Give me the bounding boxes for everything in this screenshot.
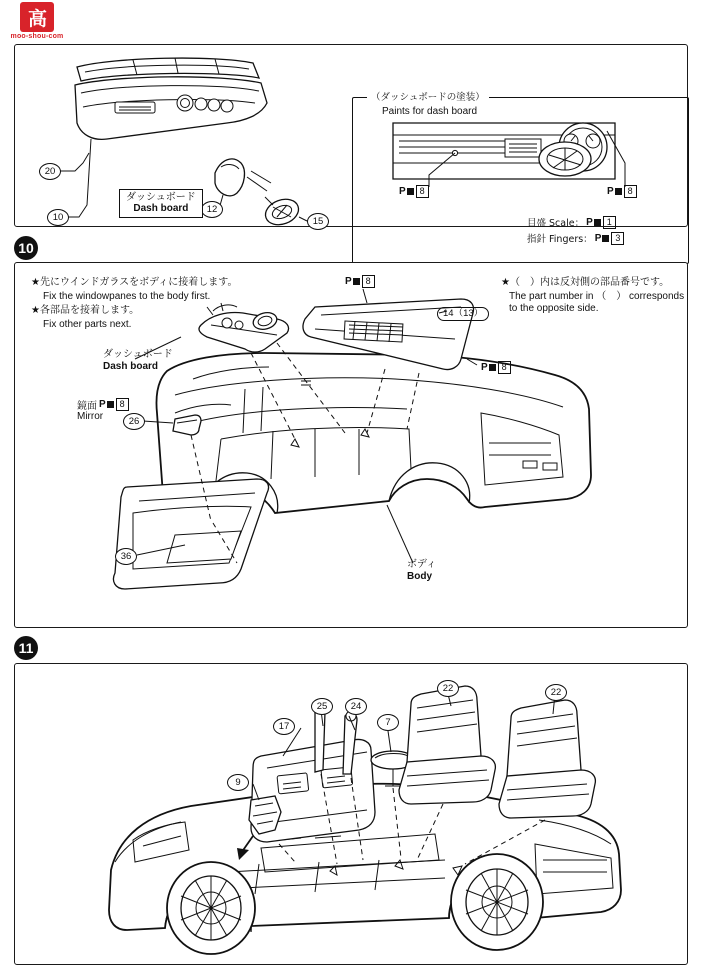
paint-swatch-icon [602,235,609,242]
paint-value: 8 [362,275,375,288]
paint-prefix: P [481,362,488,373]
part-number-14-13 [437,307,489,321]
dashboard-label-en: Dash board [103,361,159,372]
fingers-label: 指針 Fingers： [527,234,593,245]
step-badge-10: 10 [14,236,38,260]
fingers-paint-prefix: P [594,232,602,244]
note2-jp: ★各部品を接着します。 [31,305,140,316]
dashboard-label-jp: ダッシュボード [103,349,173,360]
scale-label: 目盛 Scale： [527,218,585,229]
body-assembly-drawing [15,263,687,627]
mirror-label-jp: 鏡面 [77,401,97,412]
panel-body-assembly [14,262,688,628]
part-number-36: 36 [115,548,137,565]
paint-marker-glass [481,361,511,374]
paint-swatch-icon [107,401,114,408]
panel-dashboard-assembly [14,44,688,245]
part-number-22-left: 22 [437,680,459,697]
paint-value: 8 [624,185,637,198]
paint-marker-top [345,275,375,288]
note3-en-line2: to the opposite side. [509,303,599,314]
mirror-label-en: Mirror [77,411,104,422]
paint-prefix: P [607,186,614,197]
note2-en: Fix other parts next. [43,319,132,330]
panel-chassis-assembly [14,663,688,965]
part-number-25: 25 [311,698,333,715]
part-number-26: 26 [123,413,145,430]
note1-en: Fix the windowpanes to the body first. [43,291,211,302]
part-number-22-right: 22 [545,684,567,701]
paint-subframe-title [367,89,489,103]
scale-paint-prefix: P [586,216,593,228]
paint-swatch-icon [594,219,601,226]
body-label-jp: ボディ [407,559,437,570]
part-number-14-13-text: 14（13） [437,307,489,321]
part-number-7: 7 [377,714,399,731]
paint-subframe-subtitle: Paints for dash board [382,106,478,117]
part-number-17: 17 [273,718,295,735]
paint-swatch-icon [407,188,414,195]
paint-subframe-title-jp: （ダッシュボードの塗装） [371,92,485,103]
note3-en-line1: The part number in （ ） corresponds [509,291,685,302]
paint-subframe [352,97,689,264]
mirror-label-jp-row [77,397,129,412]
part-number-20: 20 [39,163,61,180]
note3-jp: ★（ ）内は反対側の部品番号です。 [501,277,670,288]
paint-prefix: P [399,186,406,197]
part-number-24: 24 [345,698,367,715]
logo-mark: 高 [20,2,54,32]
site-watermark-logo [4,2,70,42]
paint-marker-right [607,185,637,198]
dashboard-caption-en: Dash board [133,203,189,214]
part-number-12: 12 [201,201,223,218]
paint-value: 8 [116,398,129,411]
paint-marker-left [399,185,429,198]
part-number-9: 9 [227,774,249,791]
paint-swatch-icon [489,364,496,371]
dashboard-caption-jp: ダッシュボード [126,192,196,203]
part-number-10: 10 [47,209,69,226]
paint-prefix: P [99,399,106,410]
scale-legend [527,215,616,229]
logo-url: moo-shou-com [10,33,64,40]
paint-swatch-icon [615,188,622,195]
body-label-en: Body [407,571,432,582]
paint-swatch-icon [353,278,360,285]
step-badge-11: 11 [14,636,38,660]
scale-value: 1 [603,216,616,229]
part-number-15: 15 [307,213,329,230]
fingers-legend [527,231,624,245]
note1-jp: ★先にウインドガラスをボディに接着します。 [31,277,238,288]
fingers-value: 3 [611,232,624,245]
paint-prefix: P [345,276,352,287]
dashboard-caption-box [119,189,203,218]
paint-value: 8 [416,185,429,198]
paint-value: 8 [498,361,511,374]
